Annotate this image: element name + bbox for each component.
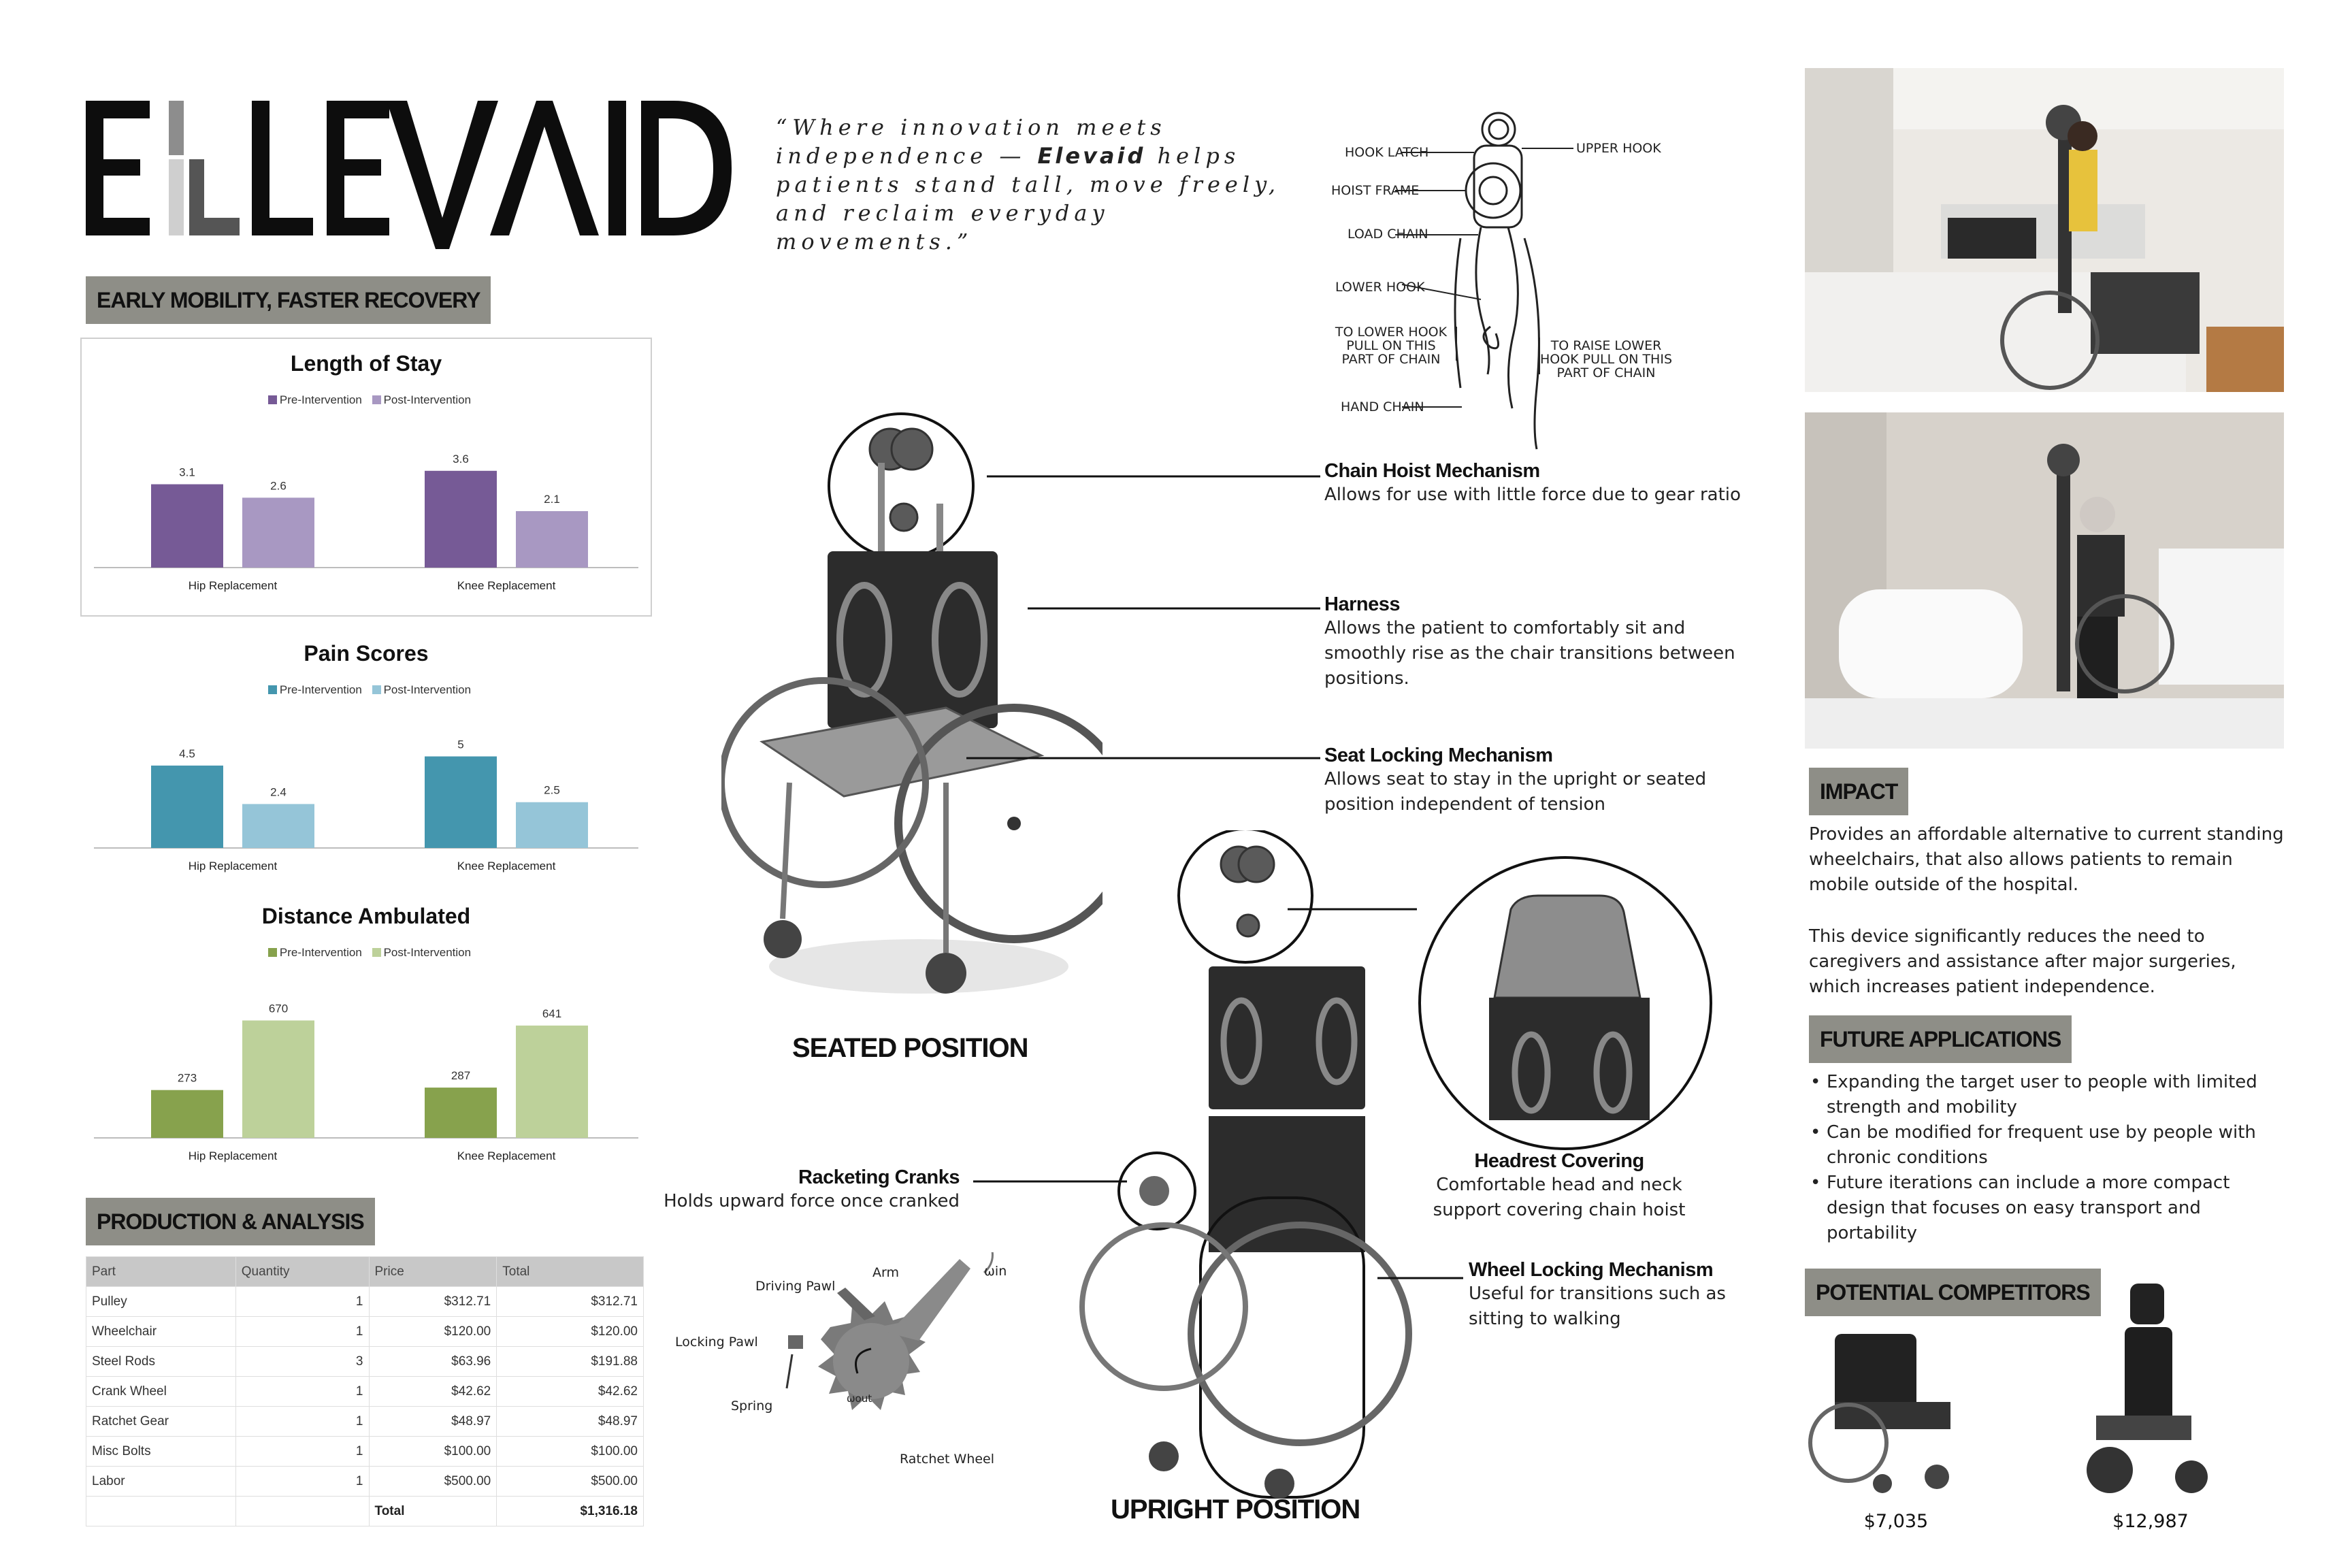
list-item: • Expanding the target user to people with limited strength and mobility	[1809, 1070, 2285, 1120]
data-label: 287	[451, 1069, 471, 1083]
label-driving-pawl: Driving Pawl	[755, 1279, 836, 1294]
table-row	[86, 1377, 644, 1407]
cell-total: $120.00	[497, 1317, 644, 1347]
legend-swatch-pre	[268, 948, 277, 957]
callout-text: Useful for transitions such as sitting to walking	[1469, 1284, 1726, 1329]
impact-paragraph-2: This device significantly reduces the need to caregivers and assistance after major surgeries, which increases patient independence.	[1809, 926, 2236, 997]
cell-total: $42.62	[497, 1377, 644, 1407]
label-to-lower-3: PART OF CHAIN	[1341, 352, 1441, 367]
table-row	[86, 1347, 644, 1377]
table-row	[86, 1437, 644, 1467]
callout-text: Allows seat to stay in the upright or seated position independent of tension	[1324, 769, 1707, 815]
cell-part: Ratchet Gear	[86, 1407, 236, 1437]
data-label: 3.6	[453, 452, 469, 466]
bar-pre	[425, 1088, 497, 1138]
cell-part: Wheelchair	[86, 1317, 236, 1347]
callout-text: Comfortable head and neck support covering chain hoist	[1433, 1175, 1686, 1220]
future-applications-list	[1809, 1070, 2285, 1246]
cell-price: $63.96	[369, 1347, 497, 1377]
legend-swatch-pre	[268, 685, 277, 694]
kitchen-photo	[1805, 68, 2284, 392]
bathroom-photo	[1805, 412, 2284, 749]
seated-wheelchair-render	[721, 402, 1102, 1014]
category-label: Knee Replacement	[457, 1149, 556, 1162]
callout-chain-hoist	[1324, 460, 1760, 508]
category-label: Knee Replacement	[457, 579, 556, 592]
table-row	[86, 1317, 644, 1347]
section-production-analysis: PRODUCTION & ANALYSIS	[86, 1198, 375, 1245]
cell-empty	[235, 1497, 369, 1526]
impact-paragraph-1: Provides an affordable alternative to current standing wheelchairs, that also allows patients to remain mobile outside of the hospital.	[1809, 824, 2284, 895]
category-label: Hip Replacement	[188, 1149, 278, 1162]
chart-distance-ambulated	[80, 894, 652, 1180]
callout-title: Harness	[1324, 593, 1400, 615]
cell-total: $312.71	[497, 1287, 644, 1317]
bar-pre	[151, 485, 223, 568]
competitor-2-price: $12,987	[2112, 1511, 2189, 1532]
label-locking-pawl: Locking Pawl	[675, 1335, 758, 1350]
legend-label-post: Post-Intervention	[383, 683, 472, 696]
category-label: Hip Replacement	[188, 860, 278, 872]
cell-part: Pulley	[86, 1287, 236, 1317]
label-lower-hook: LOWER HOOK	[1335, 280, 1425, 295]
upright-position-label: UPRIGHT POSITION	[1111, 1494, 1360, 1524]
chart-title: Length of Stay	[290, 351, 442, 376]
callout-title: Headrest Covering	[1474, 1150, 1644, 1172]
bar-post	[242, 1020, 314, 1138]
label-hoist-frame: HOIST FRAME	[1331, 183, 1420, 198]
legend-swatch-post	[372, 685, 381, 694]
bar-post	[516, 1026, 588, 1138]
callout-title: Chain Hoist Mechanism	[1324, 460, 1540, 482]
callout-title: Racketing Cranks	[798, 1166, 960, 1188]
section-potential-competitors: POTENTIAL COMPETITORS	[1805, 1269, 2101, 1316]
callout-harness	[1324, 593, 1760, 691]
table-row	[86, 1287, 644, 1317]
label-to-lower-1: TO LOWER HOOK	[1335, 325, 1448, 340]
competitor-1-image	[1808, 1327, 1984, 1504]
data-label: 5	[457, 738, 464, 751]
callout-text: Allows for use with little force due to gear ratio	[1324, 485, 1741, 505]
chart-legend	[80, 683, 652, 697]
table-total-row	[86, 1497, 644, 1526]
chart-plot-distance-ambulated	[80, 962, 652, 1180]
cell-quantity: 1	[235, 1287, 369, 1317]
label-to-raise-1: TO RAISE LOWER	[1550, 338, 1662, 353]
table-row	[86, 1467, 644, 1497]
section-early-mobility: EARLY MOBILITY, FASTER RECOVERY	[86, 276, 491, 324]
data-label: 2.1	[544, 493, 560, 506]
cell-quantity: 1	[235, 1467, 369, 1497]
data-label: 670	[268, 1002, 289, 1015]
header-total: Total	[497, 1257, 644, 1287]
legend-swatch-post	[372, 395, 381, 404]
cell-price: $42.62	[369, 1377, 497, 1407]
tagline-brand: Elevaid	[1037, 143, 1146, 169]
table-row	[86, 1407, 644, 1437]
legend-label-post: Post-Intervention	[383, 393, 472, 406]
cell-part: Labor	[86, 1467, 236, 1497]
headrest-detail	[1416, 855, 1715, 1154]
category-label: Hip Replacement	[188, 579, 278, 592]
bar-pre	[425, 471, 497, 568]
label-omega-in: ωin	[984, 1264, 1007, 1279]
callout-wheel-locking	[1469, 1259, 1754, 1332]
legend-swatch-post	[372, 948, 381, 957]
callout-text: Allows the patient to comfortably sit and smoothly rise as the chair transitions between positions.	[1324, 618, 1735, 689]
label-ratchet-wheel: Ratchet Wheel	[900, 1452, 995, 1467]
cell-price: $48.97	[369, 1407, 497, 1437]
chart-title: Distance Ambulated	[261, 904, 471, 928]
list-item: • Can be modified for frequent use by people with chronic conditions	[1809, 1120, 2285, 1171]
header-part: Part	[86, 1257, 236, 1287]
legend-label-pre: Pre-Intervention	[279, 946, 362, 959]
bar-post	[242, 497, 314, 568]
callout-text: Holds upward force once cranked	[664, 1191, 960, 1211]
label-to-lower-2: PULL ON THIS	[1346, 338, 1436, 353]
bar-pre	[151, 766, 223, 848]
cell-total: $191.88	[497, 1347, 644, 1377]
label-load-chain: LOAD CHAIN	[1348, 227, 1428, 242]
callout-seat-locking	[1324, 745, 1746, 817]
legend-swatch-pre	[268, 395, 277, 404]
cell-quantity: 1	[235, 1407, 369, 1437]
label-omega-out: ωout	[847, 1392, 872, 1405]
category-label: Knee Replacement	[457, 860, 556, 872]
chart-title: Pain Scores	[304, 641, 429, 666]
section-impact: IMPACT	[1809, 768, 1908, 815]
cell-total: $500.00	[497, 1467, 644, 1497]
cost-table	[86, 1256, 644, 1526]
label-upper-hook: UPPER HOOK	[1576, 141, 1661, 156]
label-to-raise-2: HOOK PULL ON THIS	[1539, 352, 1673, 367]
chart-plot-pain-scores	[80, 700, 652, 890]
chart-pain-scores	[80, 632, 652, 890]
header-price: Price	[369, 1257, 497, 1287]
table-header-row	[86, 1257, 644, 1287]
bar-post	[516, 802, 588, 848]
data-label: 4.5	[179, 747, 195, 760]
ratchet-diagram	[667, 1252, 1048, 1484]
tagline-quote: “Where innovation meets independence — Elevaid helps patients stand tall, move freely, and reclaim everyday movements.”	[776, 114, 1281, 255]
cell-quantity: 1	[235, 1437, 369, 1467]
data-label: 2.4	[270, 785, 287, 799]
cell-quantity: 1	[235, 1377, 369, 1407]
chart-length-of-stay	[80, 338, 652, 617]
label-spring: Spring	[731, 1399, 773, 1414]
data-label: 3.1	[179, 466, 195, 479]
label-to-raise-3: PART OF CHAIN	[1556, 365, 1656, 380]
label-arm: Arm	[872, 1265, 899, 1280]
cell-price: $120.00	[369, 1317, 497, 1347]
bar-post	[516, 511, 588, 568]
chart-legend	[80, 946, 652, 960]
total-label: Total	[369, 1497, 497, 1526]
competitor-2-image	[2062, 1279, 2239, 1511]
cell-price: $100.00	[369, 1437, 497, 1467]
callout-title: Seat Locking Mechanism	[1324, 745, 1553, 766]
data-label: 641	[542, 1007, 562, 1020]
callout-headrest	[1426, 1150, 1692, 1223]
bar-pre	[425, 756, 497, 848]
cell-total: $100.00	[497, 1437, 644, 1467]
cell-part: Misc Bolts	[86, 1437, 236, 1467]
callout-racketing-cranks	[660, 1166, 960, 1214]
data-label: 273	[177, 1071, 197, 1085]
list-item: • Future iterations can include a more compact design that focuses on easy transport and portability	[1809, 1171, 2285, 1246]
legend-label-pre: Pre-Intervention	[279, 683, 362, 696]
competitor-1-price: $7,035	[1863, 1511, 1929, 1532]
label-hand-chain: HAND CHAIN	[1341, 399, 1424, 414]
cell-total: $48.97	[497, 1407, 644, 1437]
chart-legend	[80, 393, 652, 407]
seated-position-label: SEATED POSITION	[792, 1033, 1028, 1063]
chain-hoist-diagram	[1320, 102, 1701, 456]
header-quantity: Quantity	[235, 1257, 369, 1287]
cell-quantity: 3	[235, 1347, 369, 1377]
cell-part: Crank Wheel	[86, 1377, 236, 1407]
label-hook-latch: HOOK LATCH	[1345, 145, 1429, 160]
cell-empty	[86, 1497, 236, 1526]
cell-quantity: 1	[235, 1317, 369, 1347]
total-value: $1,316.18	[497, 1497, 644, 1526]
elevaid-logo	[82, 88, 735, 259]
section-future-applications: FUTURE APPLICATIONS	[1809, 1015, 2072, 1063]
bar-post	[242, 804, 314, 848]
cell-price: $312.71	[369, 1287, 497, 1317]
data-label: 2.6	[270, 479, 287, 493]
cell-price: $500.00	[369, 1467, 497, 1497]
data-label: 2.5	[544, 783, 560, 797]
cell-part: Steel Rods	[86, 1347, 236, 1377]
legend-label-post: Post-Intervention	[383, 946, 472, 959]
upright-wheelchair-render	[1075, 830, 1429, 1511]
chart-plot-length-of-stay	[80, 412, 652, 617]
bar-pre	[151, 1090, 223, 1138]
legend-label-pre: Pre-Intervention	[279, 393, 362, 406]
callout-title: Wheel Locking Mechanism	[1469, 1259, 1714, 1281]
